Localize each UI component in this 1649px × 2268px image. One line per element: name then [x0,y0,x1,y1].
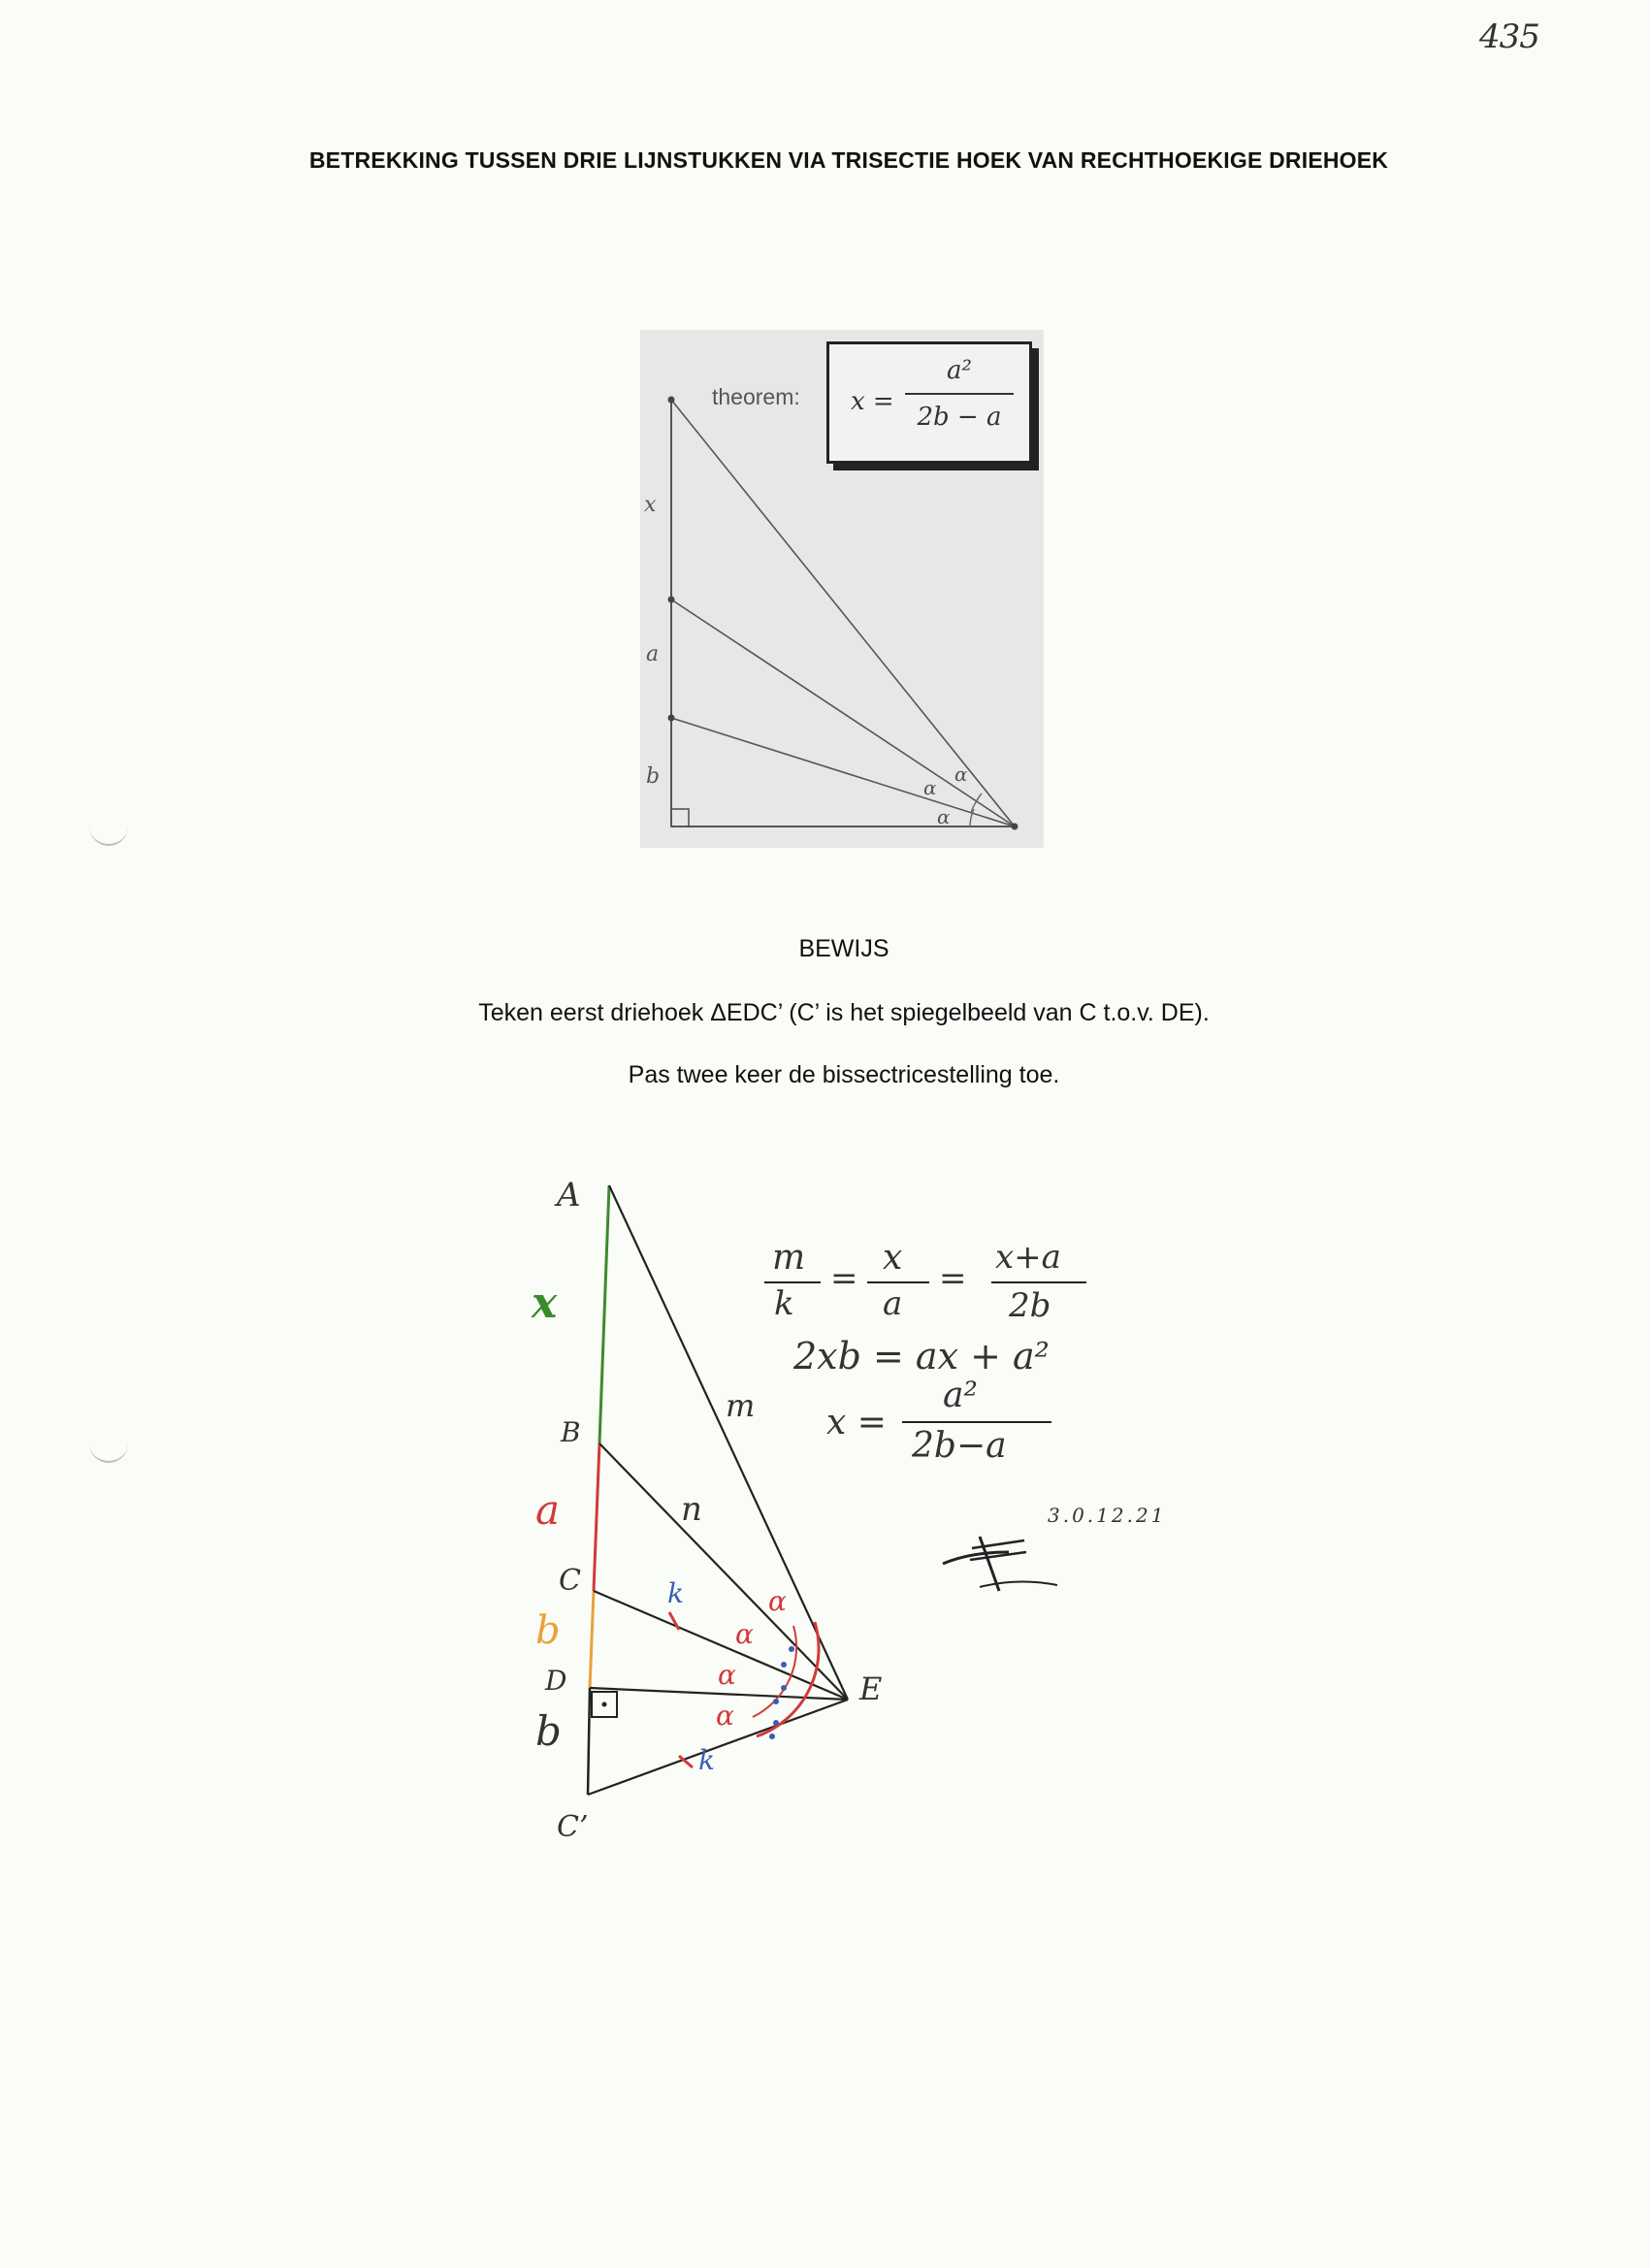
point-B: B [561,1416,581,1448]
signature-date: 3.0.12.21 [1048,1504,1167,1527]
angle-alpha-3: α [718,1659,736,1691]
segment-BC-a [594,1443,599,1591]
segment-label-b-orange: b [535,1608,561,1653]
segment-label-a: a [535,1486,561,1534]
page-number: 435 [1479,17,1539,56]
line-AE-m [609,1185,848,1700]
angle-label-3: α [937,805,951,828]
proof-heading: BEWIJS [798,935,889,962]
angle-alpha-1: α [768,1585,787,1617]
label-a: a [646,642,660,666]
point-E: E [859,1670,883,1707]
eq1-equals-1: = [830,1259,858,1298]
segment-label-b: b [535,1707,562,1755]
segment-DCprime-b [588,1688,590,1795]
segment-AB-x [599,1185,609,1443]
point-D: D [545,1665,567,1697]
angle-arc-outer [757,1622,819,1736]
page-title: BETREKKING TUSSEN DRIE LIJNSTUKKEN VIA TRISECTIE HOEK VAN RECHTHOEKIGE DRIEHOEK [308,147,1389,173]
tick-k-upper [669,1612,679,1630]
segment-label-x: x [532,1279,558,1328]
segment-label-k-upper: k [667,1577,684,1609]
angle-dot-5 [773,1720,779,1726]
eq3-numerator: a² [943,1376,978,1415]
angle-label-2: α [954,762,968,786]
point-A: A [557,1176,581,1215]
point-C-prime: C’ [557,1810,589,1844]
segment-label-n: n [681,1490,702,1529]
label-x: x [644,493,657,517]
eq3-denominator: 2b−a [912,1426,1007,1466]
formula-lhs: x = [851,387,894,416]
eq2: 2xb = ax + a² [793,1335,1050,1377]
label-b: b [646,764,661,789]
angle-label-1: α [923,776,937,799]
proof-line-2: Pas twee keer de bissectricestelling toe. [628,1061,1060,1088]
formula-denominator: 2b − a [917,403,1002,432]
eq1-x: x [883,1238,903,1278]
eq1-k: k [774,1284,794,1323]
signature-stroke-4 [980,1581,1057,1587]
eq1-a: a [883,1284,903,1323]
segment-label-k-lower: k [698,1744,715,1776]
proof-line-1: Teken eerst driehoek ΔEDC’ (C’ is het spiegelbeeld van C t.o.v. DE). [478,999,1210,1026]
eq1-2b: 2b [1009,1286,1051,1325]
eq1-x-plus-a: x+a [995,1238,1061,1277]
eq1-m: m [772,1238,806,1278]
segment-CD-b [590,1591,594,1688]
point-C: C [559,1564,581,1598]
angle-alpha-2: α [735,1618,754,1650]
theorem-label: theorem: [712,384,800,409]
right-angle-dot [602,1702,607,1707]
angle-dot-4 [773,1699,779,1704]
eq3-lhs: x = [826,1403,887,1442]
eq1-equals-2: = [939,1259,967,1298]
signature-stroke-3 [970,1540,1026,1560]
angle-dot-3 [781,1685,787,1691]
angle-dot-6 [769,1733,775,1739]
angle-alpha-4: α [716,1700,734,1732]
formula-numerator: a² [947,356,972,385]
angle-dot-2 [781,1662,787,1668]
segment-label-m: m [726,1387,756,1424]
angle-dot-1 [789,1646,794,1652]
